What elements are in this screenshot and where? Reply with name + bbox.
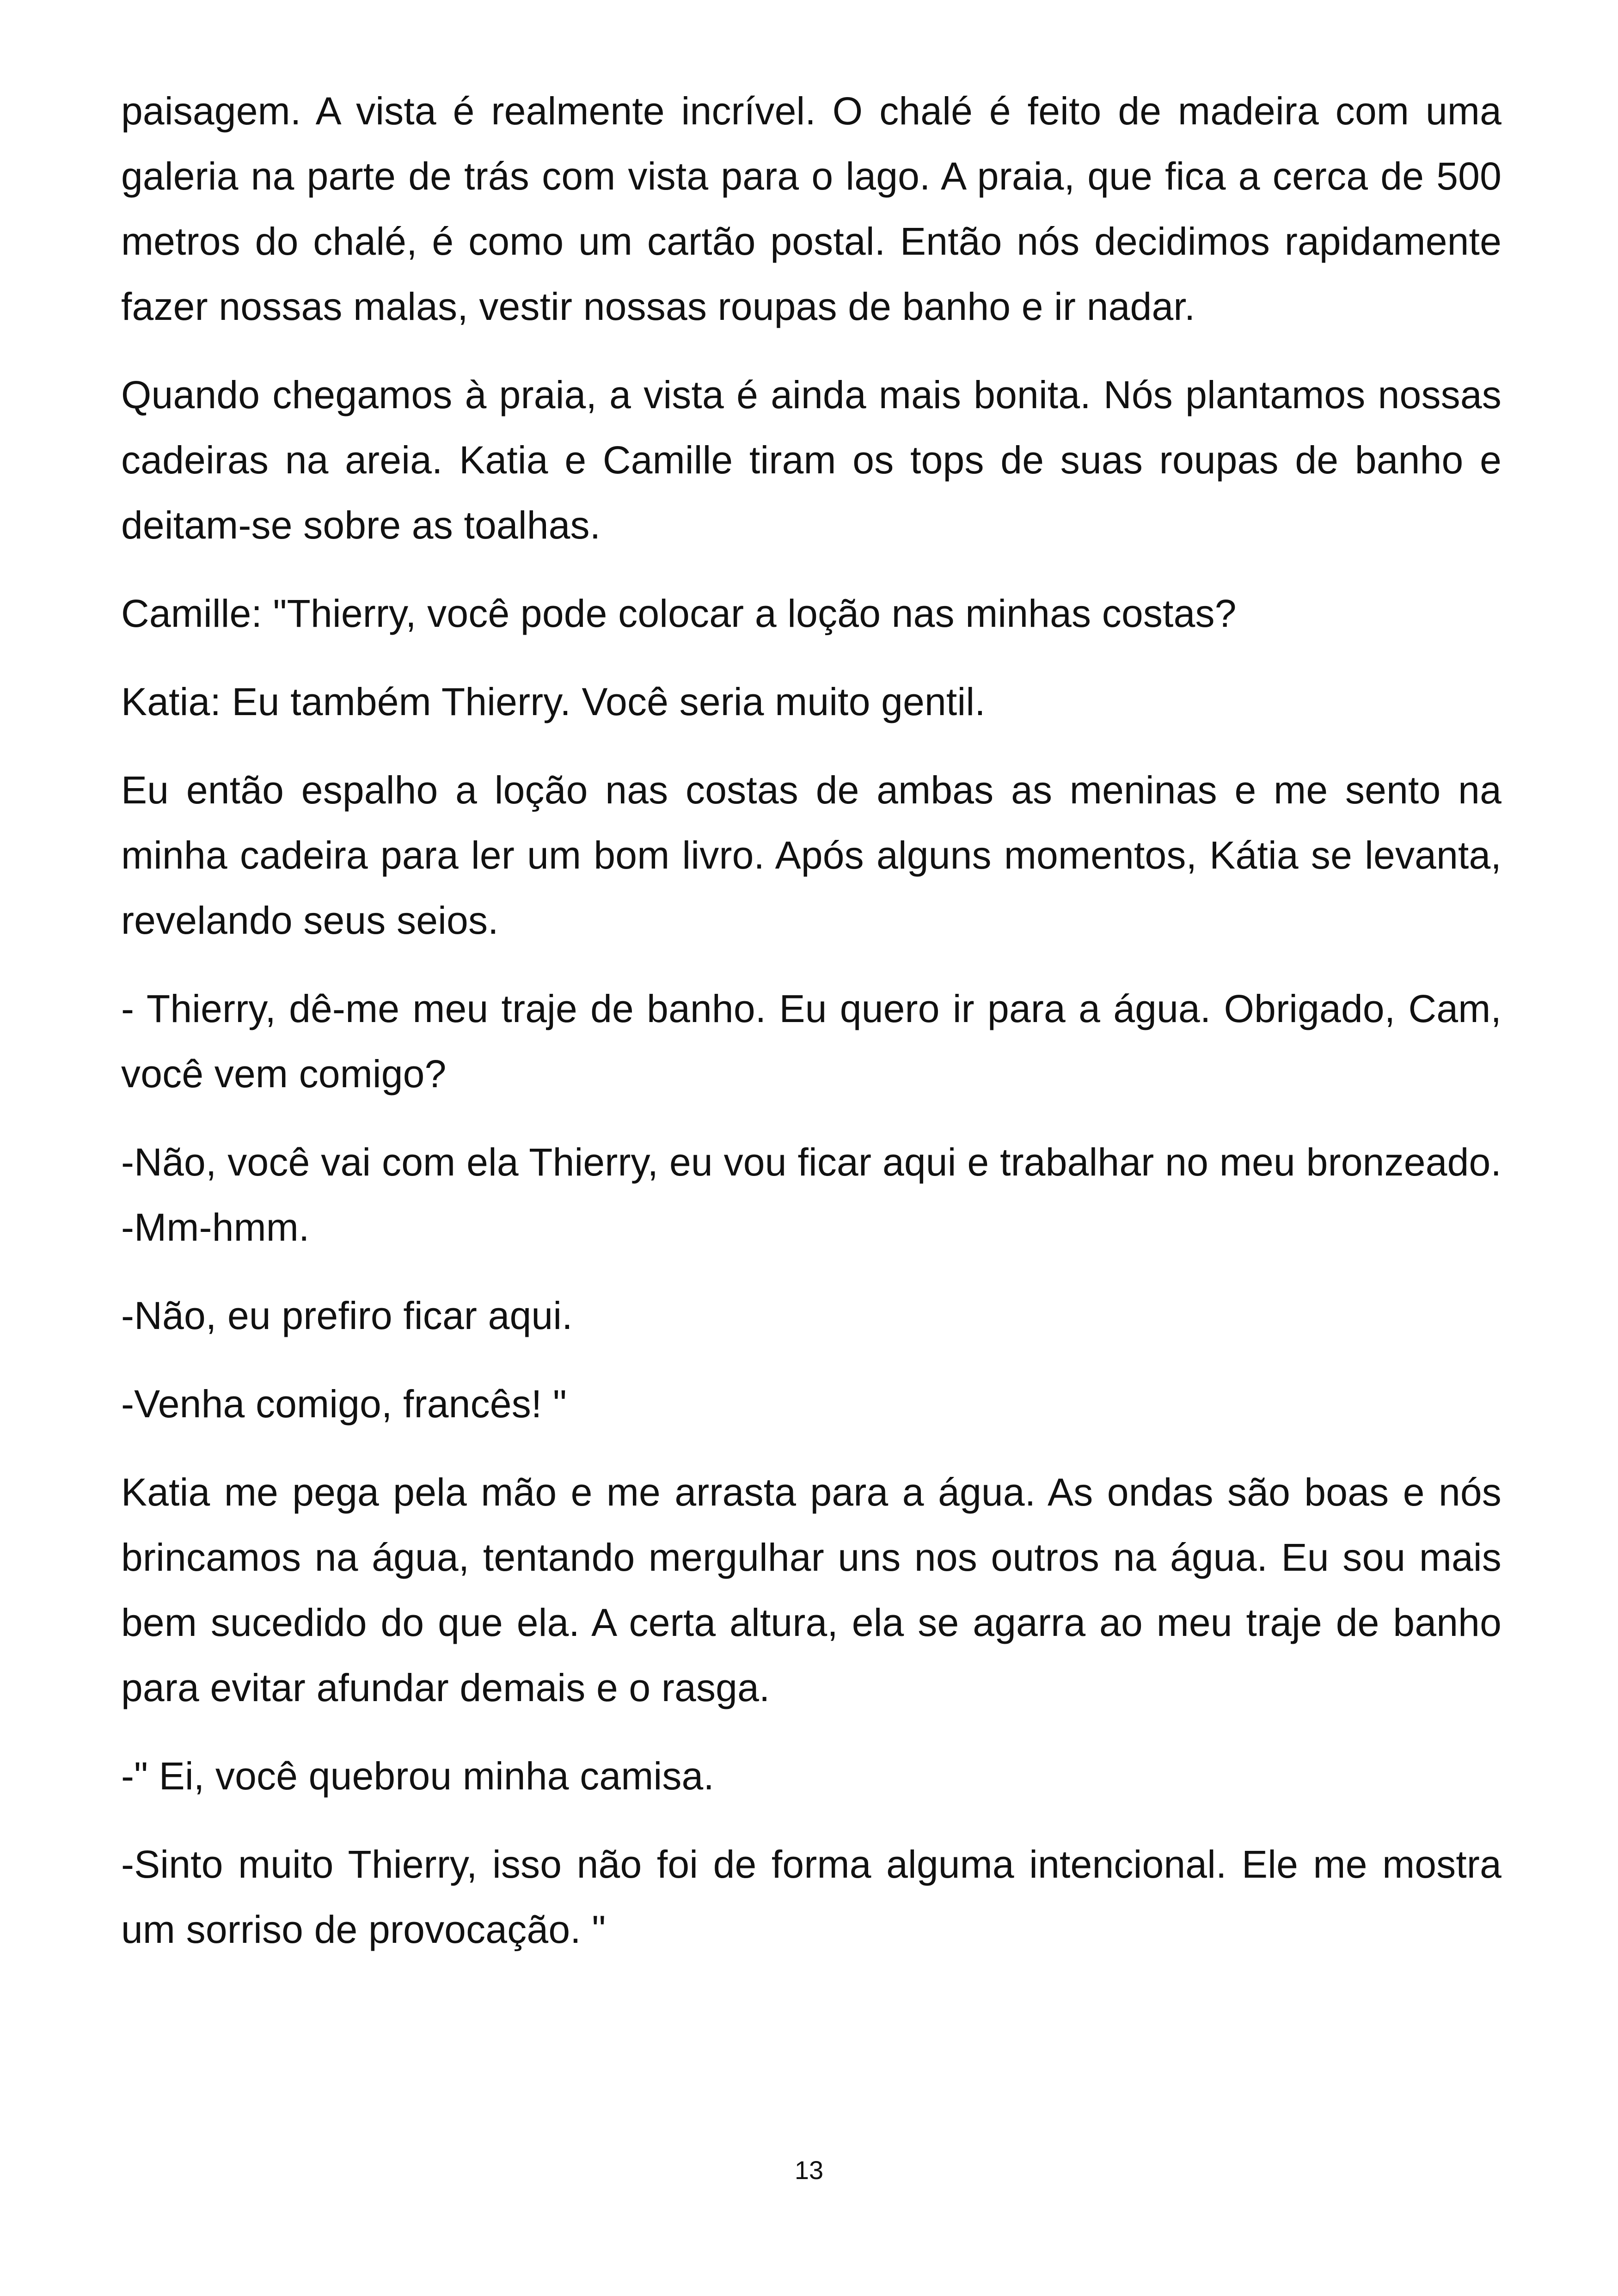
paragraph: -Sinto muito Thierry, isso não foi de forma alguma intencional. Ele me mostra um sorriso de provocação. " bbox=[121, 1843, 1502, 1951]
paragraph: Quando chegamos à praia, a vista é ainda mais bonita. Nós plantamos nossas cadeiras na areia. Katia e Camille tiram os tops de suas roupas de banho e deitam-se sobre as toalhas. bbox=[121, 373, 1502, 547]
paragraph: -Venha comigo, francês! " bbox=[121, 1382, 567, 1426]
paragraph: paisagem. A vista é realmente incrível. O chalé é feito de madeira com uma galeria na parte de trás com vista para o lago. A praia, que fica a cerca de 500 metros do chalé, é como um cartão postal. Então nós decidimos rapidamente fazer nossas malas, vestir nossas roupas de banho e ir nadar. bbox=[121, 89, 1502, 328]
page-number: 13 bbox=[794, 2155, 824, 2185]
paragraph: Camille: "Thierry, você pode colocar a loção nas minhas costas? bbox=[121, 592, 1237, 635]
paragraph: - Thierry, dê-me meu traje de banho. Eu quero ir para a água. Obrigado, Cam, você vem comigo? bbox=[121, 987, 1502, 1096]
body-text bbox=[121, 79, 1502, 1985]
paragraph: -Não, eu prefiro ficar aqui. bbox=[121, 1294, 573, 1337]
paragraph: -" Ei, você quebrou minha camisa. bbox=[121, 1754, 715, 1798]
paragraph: Eu então espalho a loção nas costas de ambas as meninas e me sento na minha cadeira para ler um bom livro. Após alguns momentos, Kátia se levanta, revelando seus seios. bbox=[121, 768, 1502, 942]
paragraph: -Não, você vai com ela Thierry, eu vou ficar aqui e trabalhar no meu bronzeado. -Mm-hmm. bbox=[121, 1140, 1502, 1249]
paragraph: Katia: Eu também Thierry. Você seria muito gentil. bbox=[121, 680, 986, 723]
paragraph: Katia me pega pela mão e me arrasta para a água. As ondas são boas e nós brincamos na água, tentando mergulhar uns nos outros na água. Eu sou mais bem sucedido do que ela. A certa altura, ela se agarra ao meu traje de banho para evitar afundar demais e o rasga. bbox=[121, 1470, 1502, 1709]
